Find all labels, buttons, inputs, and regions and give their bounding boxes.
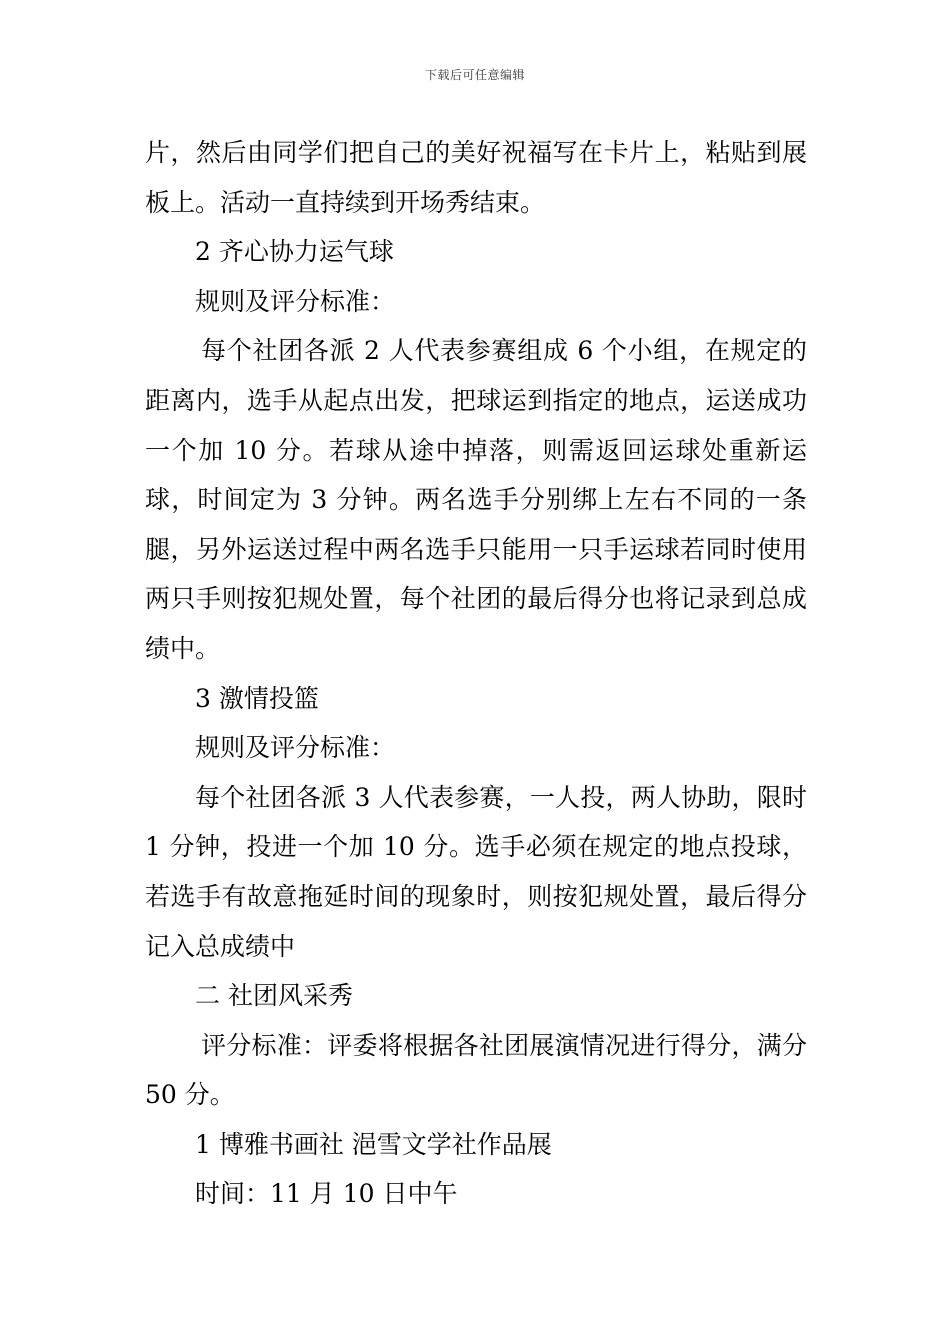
section-heading-relay-ball: 2 齐心协力运气球: [195, 237, 394, 267]
page-header-note: 下载后可任意编辑: [424, 68, 525, 82]
subsection-heading-exhibition: 1 博雅书画社 浥雪文学社作品展: [195, 1129, 552, 1159]
section-heading-club-showcase: 二 社团风采秀: [195, 981, 353, 1011]
rules-heading: 规则及评分标准：: [195, 733, 396, 763]
rules-heading: 规则及评分标准：: [195, 286, 396, 316]
paragraph-time: 时间：11 月 10 日中午: [195, 1179, 458, 1209]
paragraph-scoring-criteria: 评分标准：评委将根据各社团展演情况进行得分，满分 50 分。: [145, 1030, 807, 1110]
paragraph-continuation: 片，然后由同学们把自己的美好祝福写在卡片上，粘贴到展板上。活动一直持续到开场秀结束。: [145, 138, 807, 217]
paragraph-relay-ball-rules: 每个社团各派 2 人代表参赛组成 6 个小组，在规定的距离内，选手从起点出发，把球运到指定的地点，运送成功一个加 10 分。若球从途中掉落，则需返回运球处重新运球，时间定为 3 分钟。两名选手分别绑上左右不同的一条腿，另外运送过程中两名选手只能用一只手运球若同时使用两只手则按犯规处置，每个社团的最后得分也将记录到总成绩中。: [145, 336, 807, 663]
section-heading-basketball: 3 激情投篮: [195, 683, 319, 713]
document-body: [145, 128, 807, 1219]
paragraph-basketball-rules: 每个社团各派 3 人代表参赛，一人投，两人协助，限时 1 分钟，投进一个加 10 分。选手必须在规定的地点投球，若选手有故意拖延时间的现象时，则按犯规处置，最后得分记入总成绩中: [145, 782, 807, 961]
